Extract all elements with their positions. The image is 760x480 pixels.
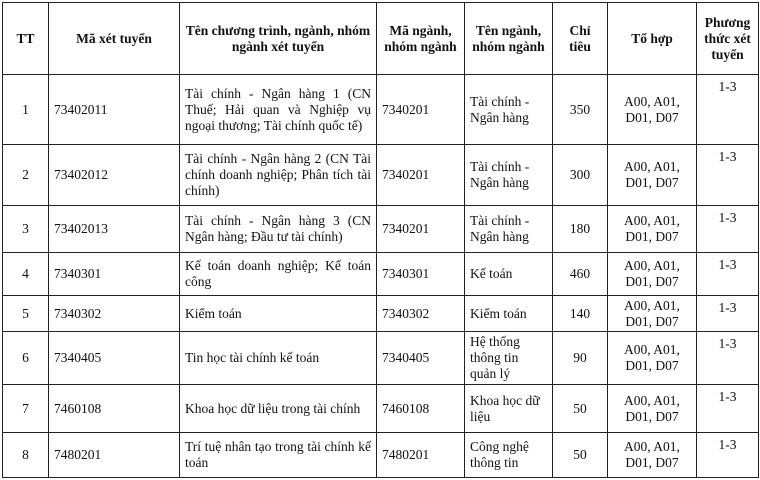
header-to-hop: Tổ hợp bbox=[608, 3, 697, 75]
cell-ten-nganh: Tài chính - Ngân hàng bbox=[465, 145, 553, 206]
table-row bbox=[3, 253, 759, 296]
cell-ten-chuong-trinh: Kiểm toán bbox=[180, 296, 377, 332]
cell-ma-xet-tuyen: 7480201 bbox=[49, 433, 180, 478]
table-row bbox=[3, 75, 759, 145]
cell-ten-chuong-trinh: Kế toán doanh nghiệp; Kế toán công bbox=[180, 253, 377, 296]
cell-tt: 8 bbox=[3, 433, 49, 478]
cell-tt: 3 bbox=[3, 206, 49, 253]
cell-to-hop: A00, A01, D01, D07 bbox=[608, 206, 697, 253]
cell-to-hop: A00, A01, D01, D07 bbox=[608, 385, 697, 433]
cell-to-hop: A00, A01, D01, D07 bbox=[608, 145, 697, 206]
cell-ten-nganh: Khoa học dữ liệu bbox=[465, 385, 553, 433]
cell-to-hop: A00, A01, D01, D07 bbox=[608, 296, 697, 332]
cell-ten-nganh: Công nghệ thông tin bbox=[465, 433, 553, 478]
cell-phuong-thuc: 1-3 bbox=[697, 433, 759, 478]
cell-ten-chuong-trinh: Tài chính - Ngân hàng 2 (CN Tài chính doanh nghiệp; Phân tích tài chính) bbox=[180, 145, 377, 206]
cell-ma-nganh: 7340201 bbox=[377, 206, 465, 253]
cell-ten-chuong-trinh: Khoa học dữ liệu trong tài chính bbox=[180, 385, 377, 433]
cell-ma-xet-tuyen: 73402011 bbox=[49, 75, 180, 145]
header-chi-tieu: Chỉ tiêu bbox=[553, 3, 608, 75]
cell-phuong-thuc: 1-3 bbox=[697, 385, 759, 433]
header-ten-nganh: Tên ngành, nhóm ngành bbox=[465, 3, 553, 75]
cell-ten-nganh: Kế toán bbox=[465, 253, 553, 296]
cell-phuong-thuc: 1-3 bbox=[697, 332, 759, 385]
cell-ma-nganh: 7340201 bbox=[377, 75, 465, 145]
cell-ma-nganh: 7340201 bbox=[377, 145, 465, 206]
cell-ten-chuong-trinh: Trí tuệ nhân tạo trong tài chính kế toán bbox=[180, 433, 377, 478]
cell-chi-tieu: 460 bbox=[553, 253, 608, 296]
cell-ma-nganh: 7460108 bbox=[377, 385, 465, 433]
cell-chi-tieu: 300 bbox=[553, 145, 608, 206]
cell-chi-tieu: 50 bbox=[553, 433, 608, 478]
cell-ma-xet-tuyen: 7340301 bbox=[49, 253, 180, 296]
table-row bbox=[3, 332, 759, 385]
cell-ma-xet-tuyen: 7460108 bbox=[49, 385, 180, 433]
cell-ma-xet-tuyen: 73402013 bbox=[49, 206, 180, 253]
cell-chi-tieu: 350 bbox=[553, 75, 608, 145]
table-row bbox=[3, 145, 759, 206]
cell-ten-nganh: Kiểm toán bbox=[465, 296, 553, 332]
header-ten-chuong-trinh: Tên chương trình, ngành, nhóm ngành xét tuyển bbox=[180, 3, 377, 75]
cell-phuong-thuc: 1-3 bbox=[697, 206, 759, 253]
cell-tt: 6 bbox=[3, 332, 49, 385]
table-row bbox=[3, 206, 759, 253]
cell-ma-xet-tuyen: 7340302 bbox=[49, 296, 180, 332]
cell-tt: 2 bbox=[3, 145, 49, 206]
header-tt: TT bbox=[3, 3, 49, 75]
table-row bbox=[3, 296, 759, 332]
cell-ma-xet-tuyen: 7340405 bbox=[49, 332, 180, 385]
cell-ten-chuong-trinh: Tài chính - Ngân hàng 1 (CN Thuế; Hải quan và Nghiệp vụ ngoại thương; Tài chính quốc tế) bbox=[180, 75, 377, 145]
cell-ma-nganh: 7340302 bbox=[377, 296, 465, 332]
header-ma-xet-tuyen: Mã xét tuyển bbox=[49, 3, 180, 75]
table-row bbox=[3, 433, 759, 478]
cell-chi-tieu: 140 bbox=[553, 296, 608, 332]
cell-to-hop: A00, A01, D01, D07 bbox=[608, 253, 697, 296]
cell-ma-nganh: 7480201 bbox=[377, 433, 465, 478]
cell-tt: 1 bbox=[3, 75, 49, 145]
cell-ten-nganh: Tài chính - Ngân hàng bbox=[465, 75, 553, 145]
cell-ten-chuong-trinh: Tin học tài chính kế toán bbox=[180, 332, 377, 385]
cell-ma-nganh: 7340405 bbox=[377, 332, 465, 385]
cell-ten-chuong-trinh: Tài chính - Ngân hàng 3 (CN Ngân hàng; Đầu tư tài chính) bbox=[180, 206, 377, 253]
cell-ten-nganh: Hệ thống thông tin quản lý bbox=[465, 332, 553, 385]
cell-tt: 7 bbox=[3, 385, 49, 433]
cell-tt: 4 bbox=[3, 253, 49, 296]
cell-phuong-thuc: 1-3 bbox=[697, 145, 759, 206]
cell-ma-xet-tuyen: 73402012 bbox=[49, 145, 180, 206]
cell-to-hop: A00, A01, D01, D07 bbox=[608, 75, 697, 145]
cell-chi-tieu: 90 bbox=[553, 332, 608, 385]
cell-phuong-thuc: 1-3 bbox=[697, 253, 759, 296]
cell-ma-nganh: 7340301 bbox=[377, 253, 465, 296]
header-ma-nganh: Mã ngành, nhóm ngành bbox=[377, 3, 465, 75]
admissions-table-container bbox=[2, 2, 759, 478]
cell-ten-nganh: Tài chính - Ngân hàng bbox=[465, 206, 553, 253]
cell-tt: 5 bbox=[3, 296, 49, 332]
cell-phuong-thuc: 1-3 bbox=[697, 75, 759, 145]
admissions-table bbox=[2, 2, 759, 478]
header-row bbox=[3, 3, 759, 75]
cell-to-hop: A00, A01, D01, D07 bbox=[608, 433, 697, 478]
cell-to-hop: A00, A01, D01, D07 bbox=[608, 332, 697, 385]
header-phuong-thuc: Phương thức xét tuyển bbox=[697, 3, 759, 75]
table-row bbox=[3, 385, 759, 433]
cell-phuong-thuc: 1-3 bbox=[697, 296, 759, 332]
cell-chi-tieu: 50 bbox=[553, 385, 608, 433]
cell-chi-tieu: 180 bbox=[553, 206, 608, 253]
